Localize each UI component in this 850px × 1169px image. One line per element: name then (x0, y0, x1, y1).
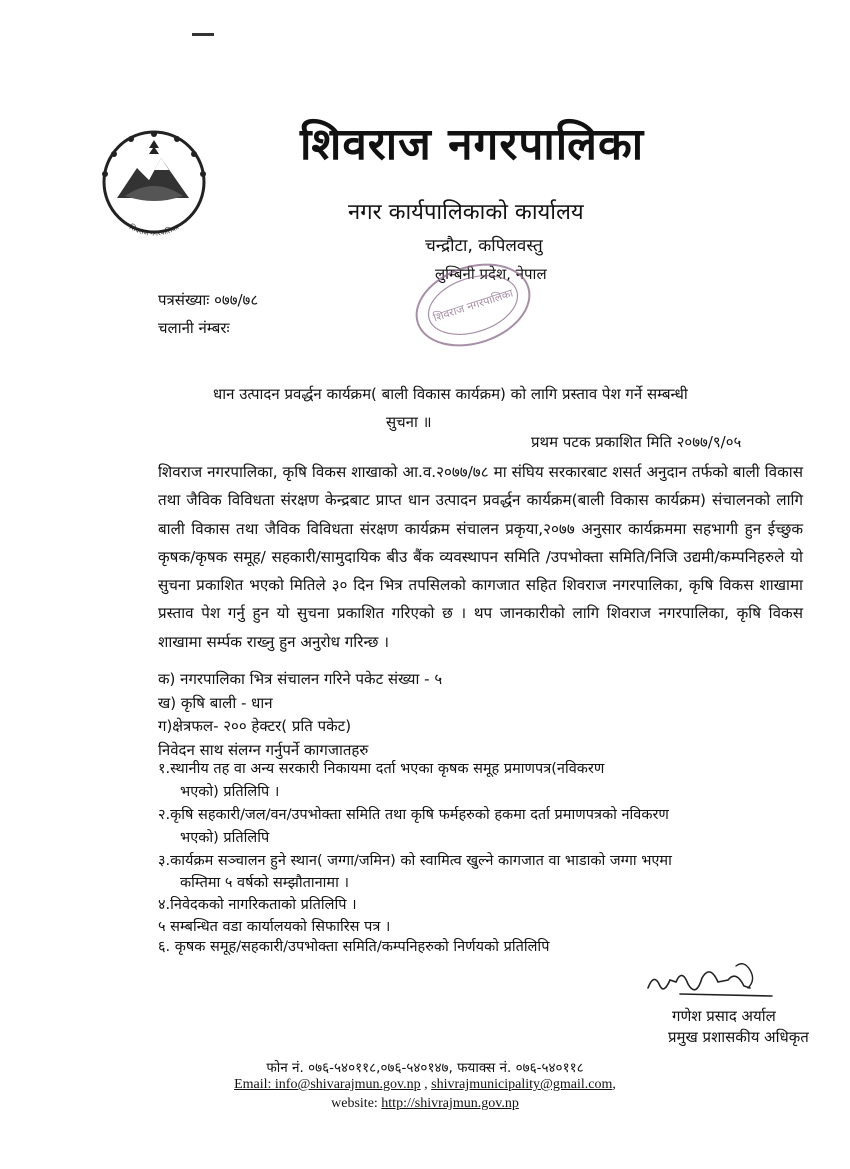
footer-website-line (0, 1096, 850, 1112)
notice-body-paragraph: शिवराज नगरपालिका, कृषि विकस शाखाको आ.व.२०७७/७८ मा संघिय सरकारबाट शसर्त अनुदान तर्फको बाली विकास तथा जैविक विविधता संरक्षण केन्द्रबाट प्राप्त धान उत्पादन प्रवर्द्धन कार्यक्रम(बाली विकास कार्यक्रम) संचालनको लागि बाली विकास तथा जैविक विविधता संरक्षण कार्यक्रम संचालन प्रकृया,२०७७ अनुसार कार्यक्रममा सहभागी हुन ईच्छुक कृषक/कृषक समूह/ सहकारी/सामुदायिक बीउ बैंक व्यवस्थापन समिति /उपभोक्ता समिति/निजि उद्यमी/कम्पनिहरुले यो सुचना प्रकाशित भएको मितिले ३० दिन भित्र तपसिलको कागजात सहित शिवराज नगरपालिका, कृषि विकस शाखामा प्रस्ताव पेश गर्नु हुन यो सुचना प्रकाशित गरिएको छ । थप जानकारीको लागि शिवराज नगरपालिका, कृषि विकस शाखामा सर्म्पक राख्नु हुन अनुरोध गरिन्छ । (158, 463, 803, 651)
svg-text:शिवराज नगरपालिका: शिवराज नगरपालिका (431, 286, 515, 325)
signatory-title: प्रमुख प्रशासकीय अधिकृत (668, 1028, 809, 1046)
municipality-emblem-logo (97, 128, 211, 236)
document-5: ५ सम्बन्धित वडा कार्यालयको सिफारिस पत्र । (158, 919, 391, 935)
email-separator: , (420, 1077, 432, 1092)
dispatch-number: चलानी नंम्बरः (158, 319, 230, 337)
address-line-1: चन्द्रौटा, कपिलवस्तु (425, 236, 543, 256)
document-3-line-1: ३.कार्यक्रम सञ्चालन हुने स्थान( जग्गा/जमिन) को स्वामित्व खुल्ने कागजात वा भाडाको जग्गा भएमा (158, 853, 672, 869)
svg-text:शिवराज नगरपालिका: शिवराज नगरपालिका (127, 223, 181, 236)
document-6: ६. कृषक समूह/सहकारी/उपभोक्ता समिति/कम्पनिहरुको निर्णयको प्रतिलिपि (158, 939, 550, 955)
footer-email-line (0, 1077, 850, 1093)
organization-name: शिवराज नगरपालिका (300, 119, 645, 170)
website-label: website: (331, 1096, 382, 1111)
signatory-name: गणेश प्रसाद अर्याल (672, 1007, 776, 1025)
subject-line-1: धान उत्पादन प्रवर्द्धन कार्यक्रम( बाली विकास कार्यक्रम) को लागि प्रस्ताव पेश गर्ने सम्बन्धी (213, 385, 688, 403)
address-line-2: लुम्बिनी प्रदेश, नेपाल (435, 265, 547, 283)
office-name: नगर कार्यपालिकाको कार्यालय (348, 200, 584, 225)
document-2-line-1: २.कृषि सहकारी/जल/वन/उपभोक्ता समिति तथा कृषि फर्महरुको हकमा दर्ता प्रमाणपत्रको नविकरण (158, 807, 669, 823)
scan-mark (192, 33, 214, 36)
document-4: ४.निवेदकको नागरिकताको प्रतिलिपि । (158, 897, 357, 913)
subject-line-2: सुचना ॥ (386, 413, 432, 431)
item-area: ग)क्षेत्रफल- २०० हेक्टर( प्रति पकेट) (158, 717, 352, 735)
published-date: प्रथम पटक प्रकाशित मिति २०७७/९/०५ (531, 433, 742, 451)
handwritten-signature (640, 958, 785, 1006)
document-1-line-2: भएको) प्रतिलिपि । (180, 784, 280, 800)
letter-number: पत्रसंख्याः ०७७/७८ (158, 291, 259, 309)
document-3-line-2: कम्तिमा ५ वर्षको सम्झौतानामा । (180, 875, 349, 891)
item-crop: ख) कृषि बाली - धान (158, 694, 273, 712)
document-1-line-1: १.स्थानीय तह वा अन्य सरकारी निकायमा दर्ता भएका कृषक समूह प्रमाणपत्र(नविकरण (158, 761, 605, 777)
email-link-gmail[interactable]: shivrajmunicipality@gmail.com (431, 1077, 613, 1092)
email-link-info[interactable]: info@shivarajmun.gov.np (274, 1077, 421, 1092)
footer-phone: फोन नं. ०७६-५४०११८,०७६-५४०१४७, फयाक्स नं. ०७६-५४०११८ (266, 1060, 584, 1076)
email-end: , (612, 1077, 616, 1092)
document-2-line-2: भएको) प्रतिलिपि (180, 830, 270, 846)
item-pocket-count: क) नगरपालिका भित्र संचालन गरिने पकेट संख्या - ५ (158, 670, 443, 688)
required-documents-heading: निवेदन साथ संलग्न गर्नुपर्ने कागजातहरु (158, 741, 369, 759)
website-link[interactable]: http://shivrajmun.gov.np (381, 1096, 519, 1111)
email-label: Email: (234, 1077, 275, 1092)
office-stamp (408, 255, 538, 355)
